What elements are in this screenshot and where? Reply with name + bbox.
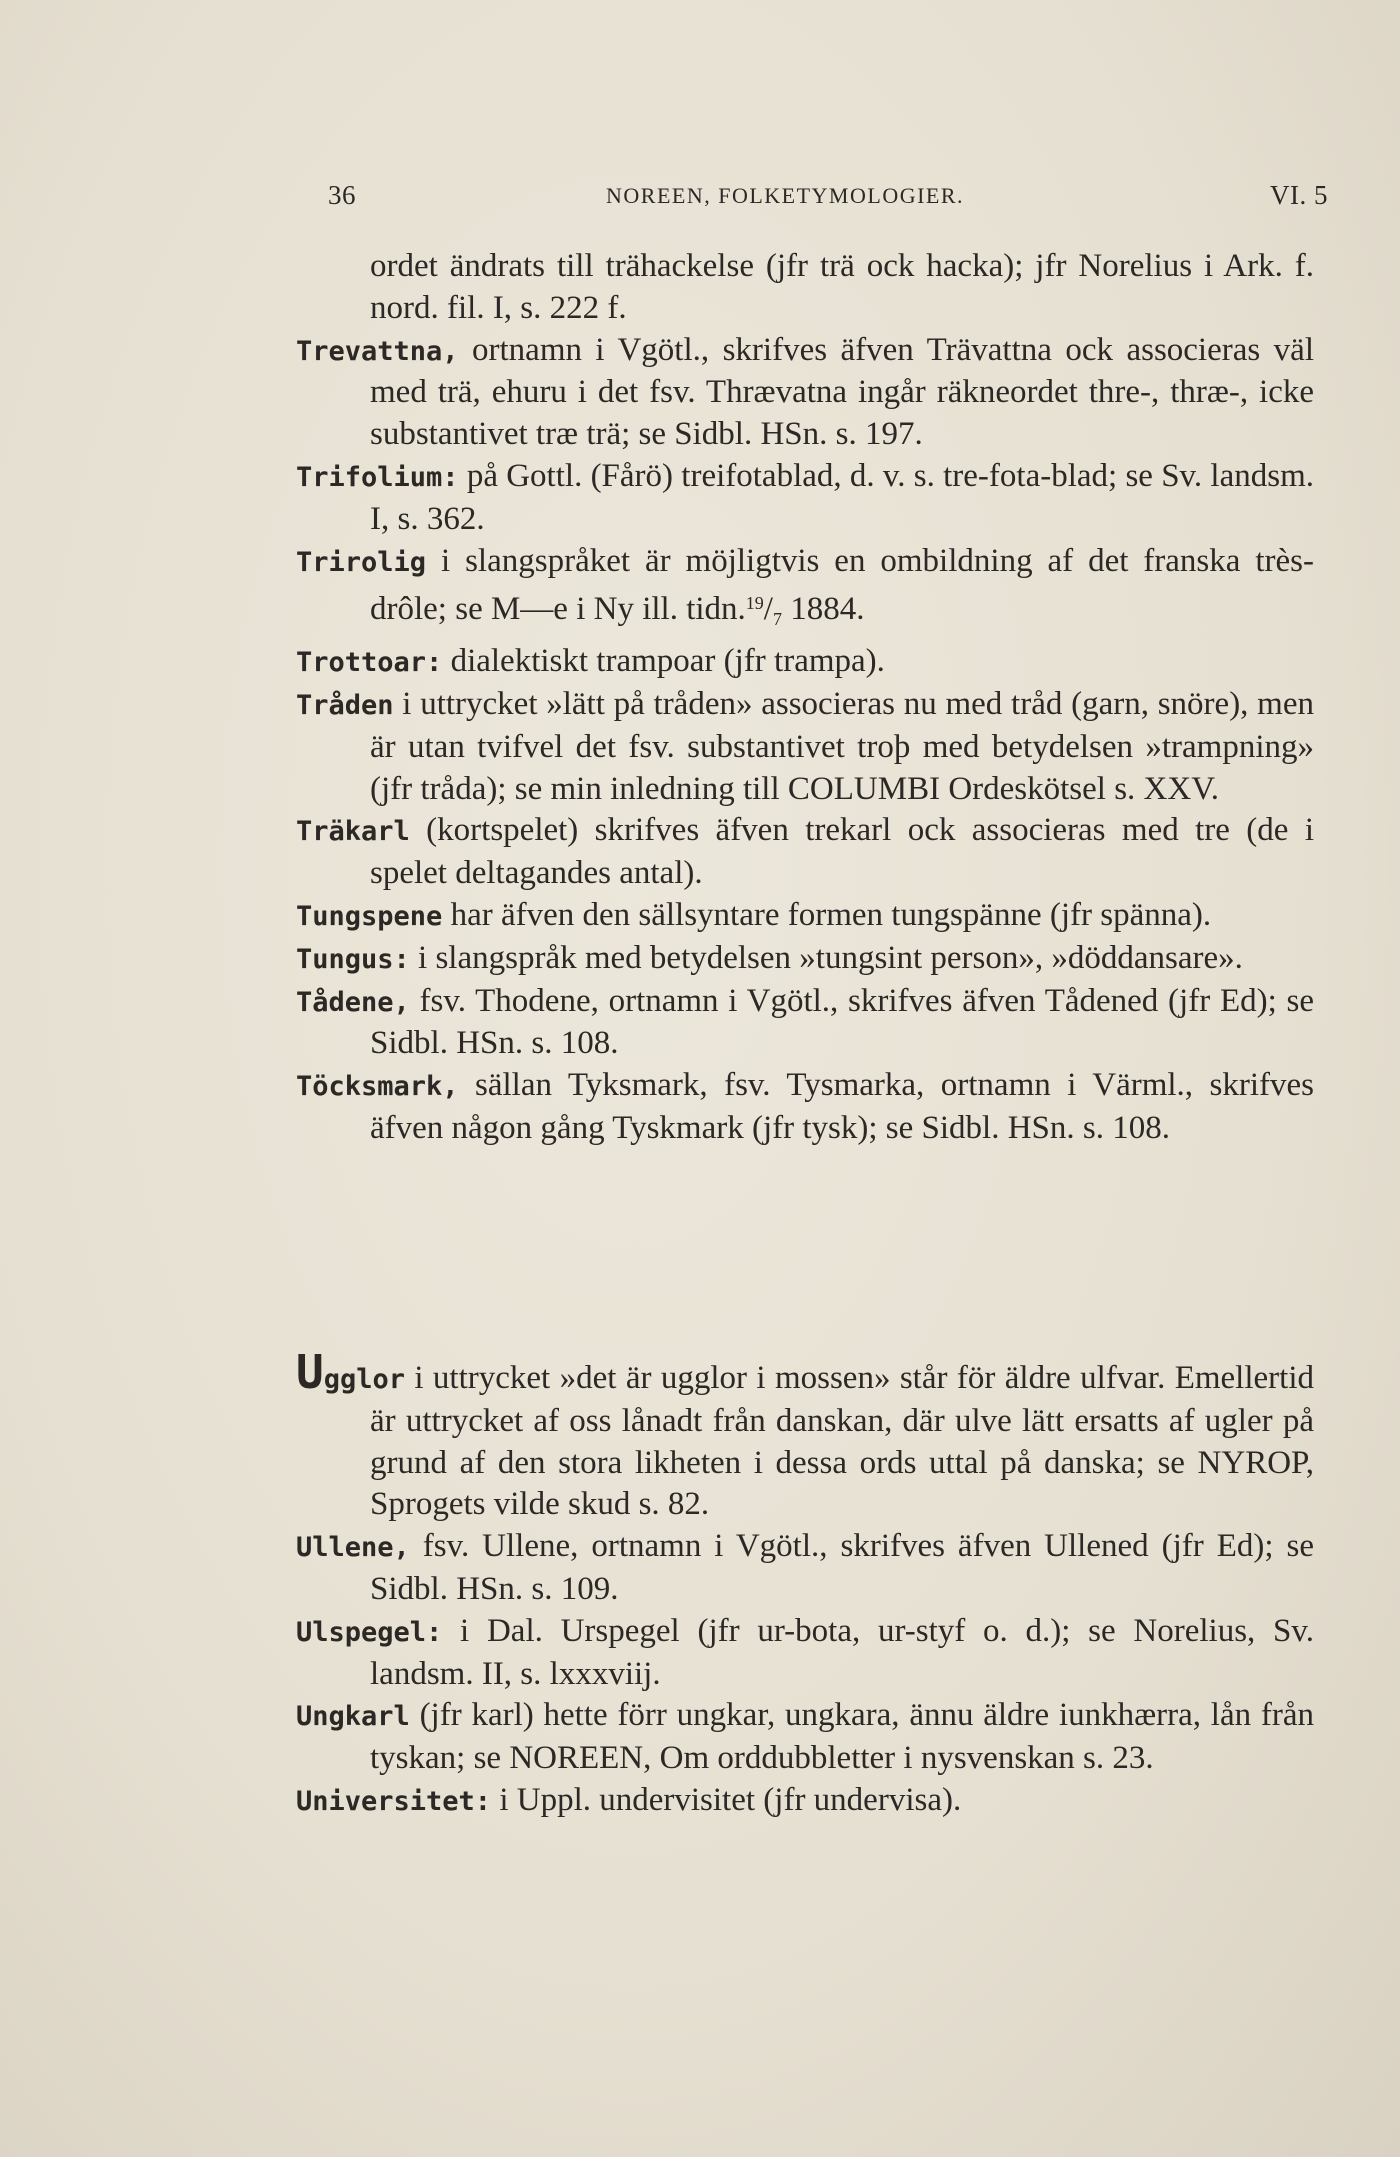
- entry-tocksmark: [296, 1065, 1314, 1150]
- headword: gglor: [323, 1364, 405, 1395]
- entry-traden: [296, 684, 1314, 810]
- headword: Tungspene: [296, 900, 443, 932]
- page-header: [328, 180, 1328, 220]
- headword: Tråden: [296, 689, 394, 721]
- headword: Trifolium:: [296, 461, 459, 493]
- headword: Träkarl: [296, 816, 410, 848]
- entry-ungkarl: [296, 1695, 1314, 1780]
- entry-trirolig: Trirolig i slangspråket är möjligtvis en ombildning af det franska très-drôle; se M—e i Ny ill. $tidn.^{19}/_7$ 1884.: [296, 542, 1314, 630]
- entry-text: i slangspråket är möjligtvis en ombildning af det franska très-drôle; se M—e i Ny ill. tidn.: [370, 542, 1314, 628]
- date-month: 7: [772, 609, 782, 630]
- headword: Ulspegel:: [296, 1616, 443, 1648]
- entry-text: i uttrycket »lätt på tråden» associeras nu med tråd (garn, snöre), men är utan tvifvel det fsv. substantivet troþ med betydelsen »trampning» (jfr tråda); se min inledning till COLUMBI Ordeskötsel s. XXV.: [370, 685, 1314, 807]
- entry-text: har äfven den sällsyntare formen tungspänne (jfr spänna).: [442, 896, 1212, 933]
- entry-trifolium: [296, 456, 1314, 541]
- running-head: NOREEN, FOLKETYMOLOGIER.: [606, 183, 965, 208]
- entry-text: i Dal. Urspegel (jfr ur-bota, ur-styf o. d.); se Norelius, Sv. landsm. II, s. lxxxviij.: [370, 1612, 1314, 1692]
- entry-text: sällan Tyksmark, fsv. Tysmarka, ortnamn i Värml., skrifves äfven någon gång Tyskmark (jfr tysk); se Sidbl. HSn. s. 108.: [370, 1067, 1314, 1146]
- entry-text: dialektiskt trampoar (jfr trampa).: [442, 643, 885, 680]
- entry-ullene: [296, 1526, 1314, 1611]
- signature-mark: VI. 5: [1270, 180, 1328, 210]
- entry-text: i Uppl. undervisitet (jfr undervisa).: [491, 1781, 962, 1818]
- section-initial: U: [296, 1345, 324, 1399]
- entry-tadene: [296, 981, 1314, 1066]
- entry-universitet: [296, 1780, 1314, 1823]
- entry-text: i slangspråk med betydelsen »tungsint person», »döddansare».: [409, 939, 1243, 976]
- entry-tungus: [296, 938, 1314, 981]
- headword: Tungus:: [296, 943, 410, 975]
- headword: Töcksmark,: [296, 1071, 459, 1103]
- entry-continuation: ordet ändrats till trähackelse (jfr trä ock hacka); jfr Norelius i Ark. f. nord. fil. I, s. 222 f.: [370, 248, 1314, 326]
- entry-tail: 1884.: [781, 591, 865, 628]
- entry-trevattna: [296, 330, 1314, 456]
- entry-text: ortnamn i Vgötl., skrifves äfven Trävattna ock associeras väl med trä, ehuru i det fsv. Thrævatna ingår räkneordet thre-, thræ-, icke substantivet træ trä; se Sidbl. HSn. s. 197.: [370, 331, 1314, 453]
- headword: Universitet:: [296, 1785, 492, 1817]
- entry-tungspene: [296, 895, 1314, 938]
- page-number: 36: [328, 180, 356, 210]
- entry-ugglor: [296, 1345, 1314, 1526]
- entry-text: fsv. Thodene, ortnamn i Vgötl., skrifves äfven Tådened (jfr Ed); se Sidbl. HSn. s. 108.: [370, 982, 1314, 1062]
- entries-t: [296, 246, 1314, 1150]
- entry-text: (kortspelet) skrifves äfven trekarl ock associeras med tre (de i spelet deltagandes antal).: [370, 812, 1314, 892]
- entry-trakarl: [296, 810, 1314, 895]
- entry-trottoar: [296, 641, 1314, 684]
- headword: Tådene,: [296, 986, 410, 1018]
- entries-u: [296, 1345, 1314, 1823]
- entry-text: i uttrycket »det är ugglor i mossen» står för äldre ulfvar. Emellertid är uttrycket af oss lånadt från danskan, där ulve lätt ersatts af ugler på grund af den stora likheten i dessa ords uttal på danska; se NYROP, Sprogets vilde skud s. 82.: [370, 1360, 1314, 1523]
- date-day: 19: [745, 593, 764, 614]
- entry-text: fsv. Ullene, ortnamn i Vgötl., skrifves äfven Ullened (jfr Ed); se Sidbl. HSn. s. 109.: [370, 1528, 1314, 1607]
- entry-ulspegel: [296, 1611, 1314, 1696]
- headword: Trirolig: [296, 546, 427, 578]
- entry-text: (jfr karl) hette förr ungkar, ungkara, ännu äldre iunkhærra, lån från tyskan; se NOREEN, Om orddubbletter i nysvenskan s. 23.: [370, 1697, 1314, 1777]
- entry-text: på Gottl. (Fårö) treifotablad, d. v. s. tre-fota-blad; se Sv. landsm. I, s. 362.: [370, 457, 1314, 537]
- headword: Ungkarl: [296, 1701, 410, 1733]
- headword: Trevattna,: [296, 335, 459, 367]
- headword: Ullene,: [296, 1532, 410, 1564]
- headword: Trottoar:: [296, 647, 443, 679]
